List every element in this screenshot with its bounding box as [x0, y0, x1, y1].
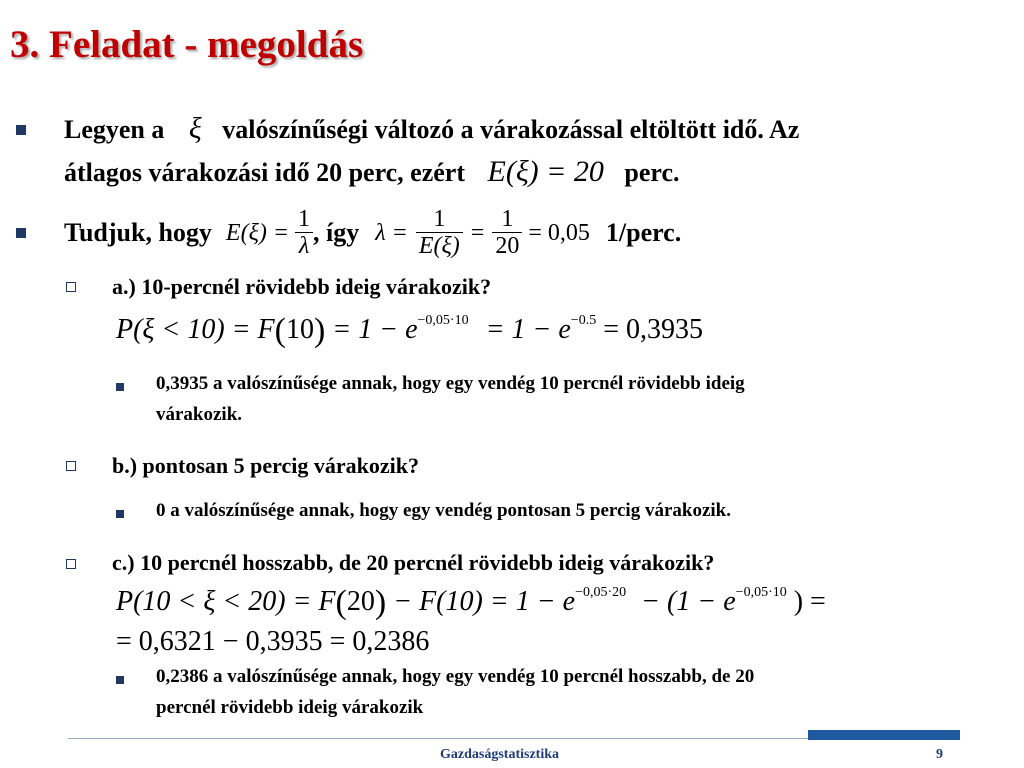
left-paren: ( [335, 584, 347, 621]
sub-a-answer-line2: várakozik. [156, 404, 243, 425]
exponent-1: −0,05·20 [575, 585, 627, 600]
formula-mid1: = 1 − e [332, 314, 418, 345]
lambda-equals: λ = [375, 219, 408, 246]
sub-c-formula [116, 584, 826, 622]
formula-lhs: P(ξ < 10) = F [116, 314, 275, 345]
sub-a-answer: 0,3935 a valószínűsége annak, hogy egy vendég 10 percnél rövidebb ideig [156, 373, 745, 394]
equals-sign: = [470, 219, 485, 246]
bullet-marker [16, 125, 26, 135]
bullet1-text-start: Legyen a [64, 115, 165, 144]
expectation-symbol: E(ξ) = [225, 219, 290, 246]
formula-result: = 0,3935 [603, 314, 703, 345]
fraction-one-over-twenty [492, 207, 522, 260]
right-paren: ) [313, 312, 326, 349]
exponent-2: −0,05·10 [735, 585, 787, 600]
expectation-equation: E(ξ) = 20 [487, 155, 604, 188]
exponent-2: −0.5 [570, 313, 597, 328]
fraction-numerator: 1 [295, 207, 313, 233]
sub-c-answer-line2: percnél rövidebb ideig várakozik [156, 697, 424, 718]
slide-title: 3. Feladat - megoldás [10, 23, 364, 66]
bullet1-line1 [64, 112, 799, 146]
sub-c-answer: 0,2386 a valószínűsége annak, hogy egy vendég 10 percnél hosszabb, de 20 [156, 666, 755, 687]
fraction-one-over-expectation [416, 207, 463, 260]
formula-arg: 20 [346, 586, 375, 617]
lambda-result: = 0,05 [528, 219, 590, 246]
fraction-numerator: 1 [492, 207, 522, 233]
footer-accent-bar [808, 730, 960, 740]
right-paren: ) [374, 584, 387, 621]
sub-c-formula-line2: = 0,6321 − 0,3935 = 0,2386 [116, 626, 430, 657]
sub-bullet-marker [66, 559, 76, 569]
xi-symbol: ξ [188, 112, 202, 145]
formula-mid2: = 1 − e [485, 314, 571, 345]
bullet1-text-end: valószínűségi változó a várakozással eltöltött idő. Az [222, 115, 800, 144]
bullet1-line2-text: átlagos várakozási idő 20 perc, ezért [64, 158, 465, 187]
fraction-one-over-lambda [295, 207, 313, 260]
footer-course: Gazdaságstatisztika [440, 747, 559, 762]
sub-c-label: c.) 10 percnél hosszabb, de 20 percnél rövidebb ideig várakozik? [112, 550, 715, 575]
sub-bullet-marker [66, 282, 76, 292]
fraction-numerator: 1 [416, 207, 463, 233]
bullet2-text-start: Tudjuk, hogy [64, 218, 212, 247]
sub-bullet-marker [66, 461, 76, 471]
formula-mid1: − F(10) = 1 − e [393, 586, 576, 617]
sub-b-answer: 0 a valószínűsége annak, hogy egy vendég pontosan 5 percig várakozik. [156, 500, 731, 521]
bullet-marker [16, 228, 26, 238]
unit-text: 1/perc. [605, 218, 682, 247]
bullet2-line [64, 198, 681, 268]
fraction-denominator: 20 [495, 232, 520, 259]
page-number: 9 [936, 747, 943, 762]
sub-sub-bullet-marker [116, 510, 124, 518]
bullet1-line2 [64, 155, 680, 189]
left-paren: ( [274, 312, 286, 349]
formula-mid2: − (1 − e [641, 586, 736, 617]
formula-arg: 10 [285, 314, 314, 345]
sub-b-label: b.) pontosan 5 percig várakozik? [112, 453, 420, 478]
sub-a-label: a.) 10-percnél rövidebb ideig várakozik? [112, 274, 492, 299]
exponent-1: −0,05·10 [417, 313, 469, 328]
formula-lhs: P(10 < ξ < 20) = F [116, 586, 336, 617]
bullet2-text-mid: , így [313, 218, 360, 247]
sub-sub-bullet-marker [116, 676, 124, 684]
bullet1-line2-end: perc. [624, 158, 680, 187]
fraction-denominator: λ [298, 232, 310, 259]
sub-sub-bullet-marker [116, 383, 124, 391]
fraction-denominator: E(ξ) [418, 232, 460, 259]
sub-a-formula [116, 312, 703, 350]
formula-end: ) = [793, 586, 826, 617]
